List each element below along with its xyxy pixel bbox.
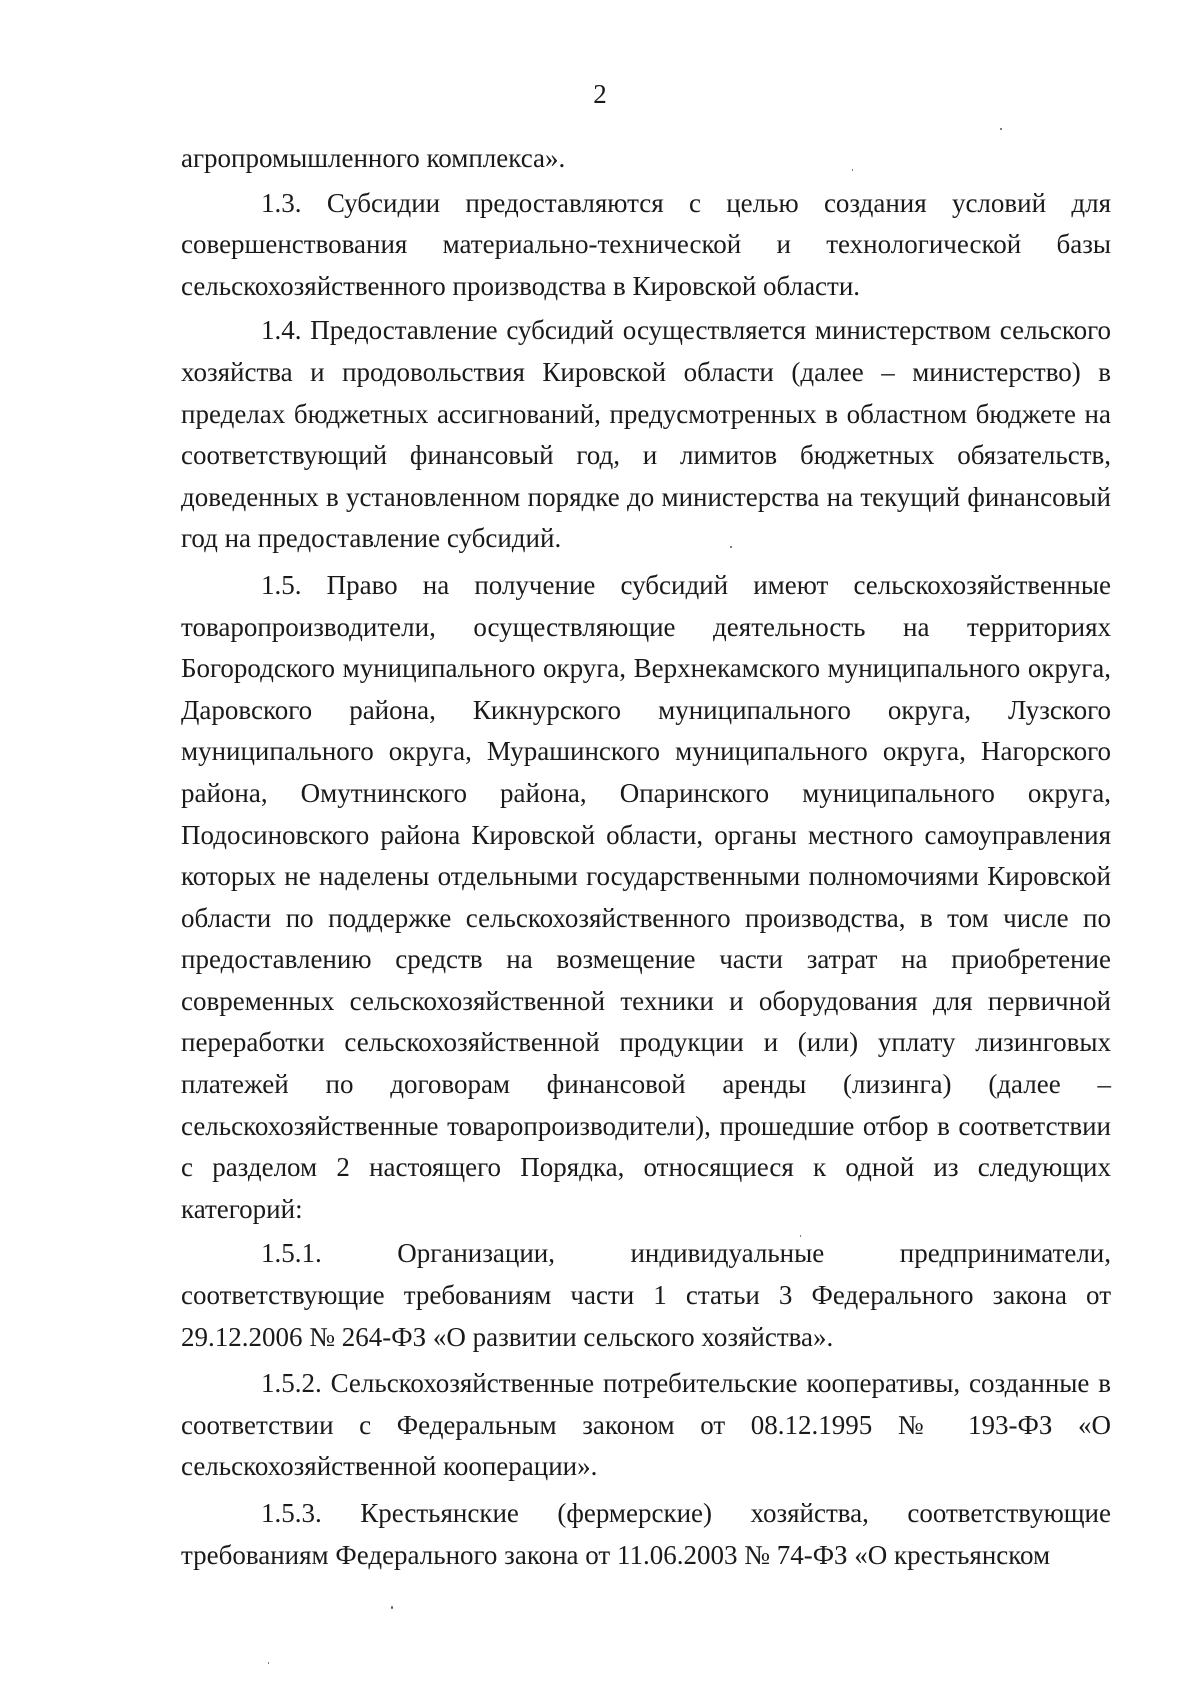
page-number: 2 <box>593 79 607 109</box>
scan-speck <box>268 1662 269 1664</box>
paragraph-continuation: агропромышленного комплекса». <box>181 143 566 173</box>
scan-speck <box>852 169 853 171</box>
scan-speck <box>730 546 732 548</box>
scan-speck <box>800 1235 801 1237</box>
document-body <box>181 138 1111 1576</box>
paragraph-1-5-1: 1.5.1. Организации, индивидуальные предприниматели, соответствующие требованиям части 1 статьи 3 Федерального закона от 29.12.2006 № 264-ФЗ «О развитии сельского хозяйства». <box>181 1238 1111 1352</box>
scan-speck <box>391 1606 393 1609</box>
paragraph-1-5-2: 1.5.2. Сельскохозяйственные потребительские кооперативы, созданные в соответствии с Федеральным законом от 08.12.1995 № 193-ФЗ «О сельскохозяйственной кооперации». <box>181 1368 1111 1482</box>
paragraph-1-4: 1.4. Предоставление субсидий осуществляется министерством сельского хозяйства и продовольствия Кировской области (далее – министерство) в пределах бюджетных ассигнований, предусмотренных в областном бюджете на соответствующий финансовый год, и лимитов бюджетных обязательств, доведенных в установленном порядке до министерства на текущий финансовый год на предоставление субсидий. <box>181 315 1111 554</box>
paragraph-1-3: 1.3. Субсидии предоставляются с целью создания условий для совершенствования материально-технической и технологической базы сельскохозяйственного производства в Кировской области. <box>181 187 1111 301</box>
scan-speck <box>1000 128 1002 130</box>
paragraph-1-5: 1.5. Право на получение субсидий имеют сельскохозяйственные товаропроизводители, осуществляющие деятельность на территориях Богородского муниципального округа, Верхнекамского муниципального округа, Даровского района, Кикнурского муниципального округа, Лузского муниципального округа, Мурашинского муниципального округа, Нагорского района, Омутнинского района, Опаринского муниципального округа, Подосиновского района Кировской области, органы местного самоуправления которых не наделены отдельными государственными полномочиями Кировской области по поддержке сельскохозяйственного производства, в том числе по предоставлению средств на возмещение части затрат на приобретение современных сельскохозяйственной техники и оборудования для первичной переработки сельскохозяйственной продукции и (или) уплату лизинговых платежей по договорам финансовой аренды (лизинга) (далее – сельскохозяйственные товаропроизводители), прошедшие отбор в соответствии с разделом 2 настоящего Порядка, относящиеся к одной из следующих категорий: <box>181 569 1111 1224</box>
paragraph-1-5-3: 1.5.3. Крестьянские (фермерские) хозяйства, соответствующие требованиям Федерального закона от 11.06.2003 № 74-ФЗ «О крестьянском <box>181 1498 1111 1570</box>
